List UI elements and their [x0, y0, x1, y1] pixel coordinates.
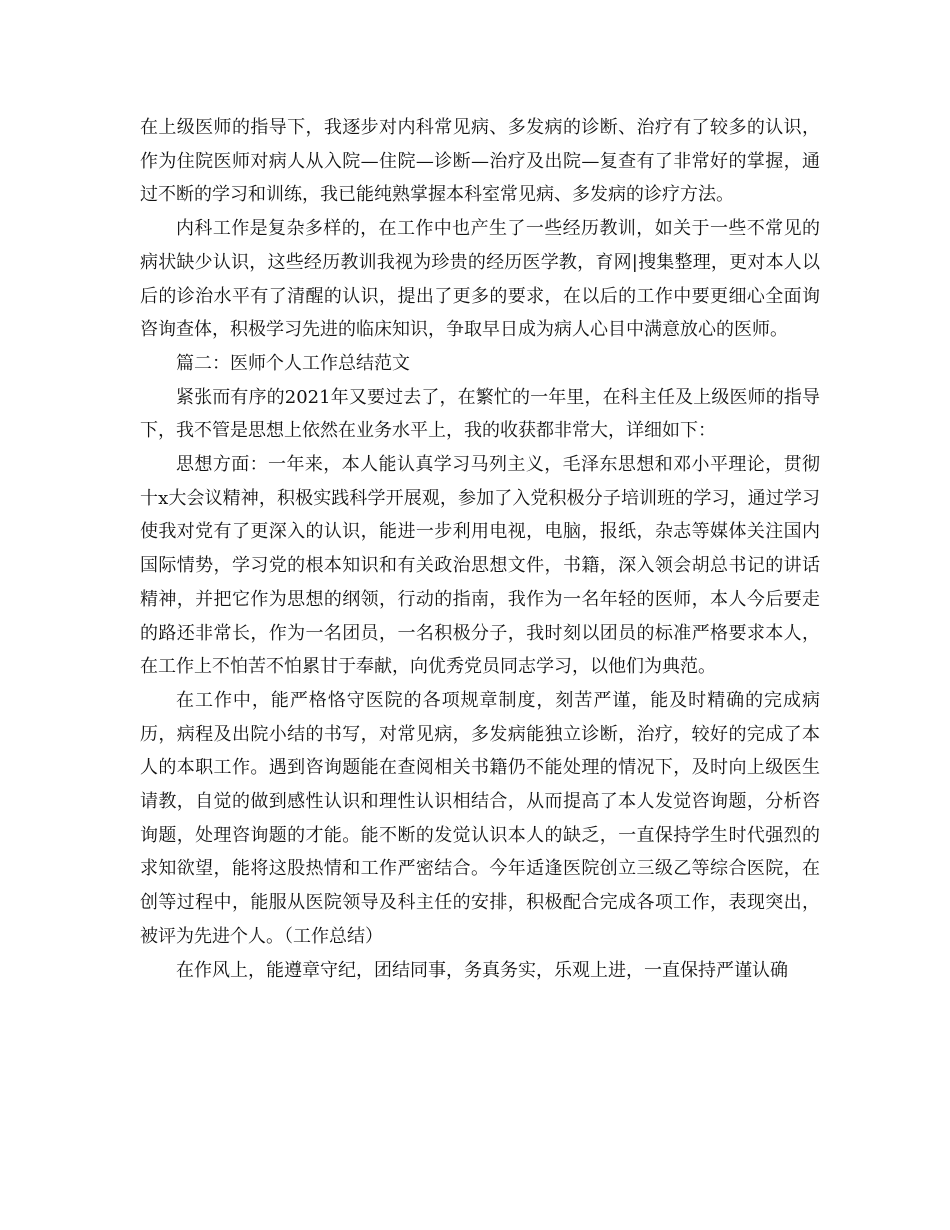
paragraph-3: 紧张而有序的2021年又要过去了，在繁忙的一年里，在科主任及上级医师的指导下，我不管是思想上依然在业务水平上，我的收获都非常大，详细如下：: [140, 386, 820, 442]
paragraph-5: 在工作中，能严格恪守医院的各项规章制度，刻苦严谨，能及时精确的完成病历，病程及出院小结的书写，对常见病，多发病能独立诊断，治疗，较好的完成了本人的本职工作。遇到咨询题能在查阅相关书籍仍不能处理的情况下，及时向上级医生请教，自觉的做到感性认识和理性认识相结合，从而提高了本人发觉咨询题，分析咨询题，处理咨询题的才能。能不断的发觉认识本人的缺乏，一直保持学生时代强烈的求知欲望，能将这股热情和工作严密结合。今年适逢医院创立三级乙等综合医院，在创等过程中，能服从医院领导及科主任的安排，积极配合完成各项工作，表现突出，被评为先进个人。（工作总结）: [140, 689, 820, 947]
paragraph-2: 内科工作是复杂多样的，在工作中也产生了一些经历教训，如关于一些不常见的病状缺少认识，这些经历教训我视为珍贵的经历医学教，育网|搜集整理，更对本人以后的诊治水平有了清醒的认识，提出了更多的要求，在以后的工作中要更细心全面询咨询查体，积极学习先进的临床知识，争取早日成为病人心目中满意放心的医师。: [140, 218, 820, 341]
paragraph-4: 思想方面：一年来，本人能认真学习马列主义，毛泽东思想和邓小平理论，贯彻十x大会议精神，积极实践科学开展观，参加了入党积极分子培训班的学习，通过学习使我对党有了更深入的认识，能进一步利用电视，电脑，报纸，杂志等媒体关注国内国际情势，学习党的根本知识和有关政治思想文件，书籍，深入领会胡总书记的讲话精神，并把它作为思想的纲领，行动的指南，我作为一名年轻的医师，本人今后要走的路还非常长，作为一名团员，一名积极分子，我时刻以团员的标准严格要求本人，在工作上不怕苦不怕累甘于奉献，向优秀党员同志学习，以他们为典范。: [140, 454, 820, 678]
paragraph-6: 在作风上，能遵章守纪，团结同事，务真务实，乐观上进，一直保持严谨认确: [176, 959, 788, 981]
paragraph-1: 在上级医师的指导下，我逐步对内科常见病、多发病的诊断、治疗有了较多的认识，作为住院医师对病人从入院—住院—诊断—治疗及出院—复查有了非常好的掌握，通过不断的学习和训练，我已能纯熟掌握本科室常见病、多发病的诊疗方法。: [140, 117, 820, 206]
section-heading: 篇二：医师个人工作总结范文: [176, 352, 410, 374]
document-body: [140, 111, 820, 987]
